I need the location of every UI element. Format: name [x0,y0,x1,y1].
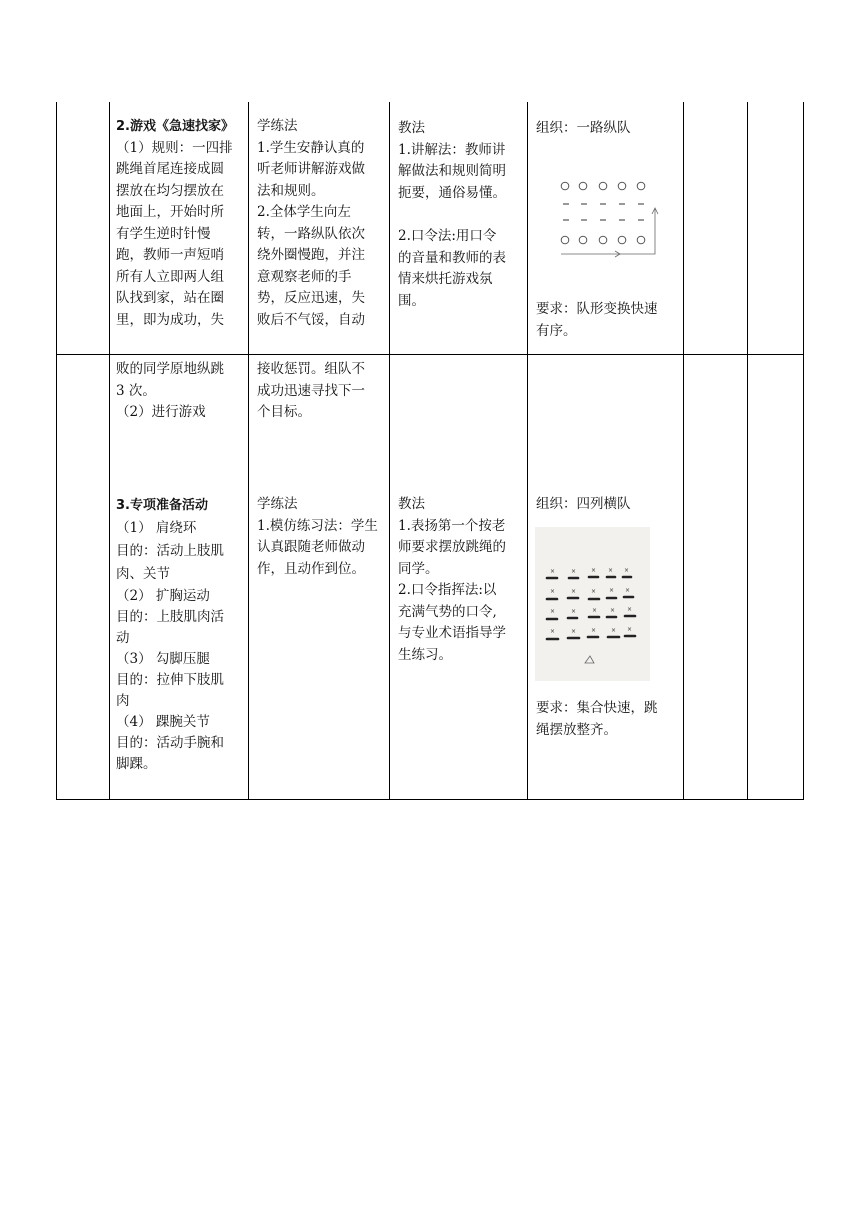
svg-text:×: × [611,627,617,634]
activity-line: （1） 肩绕环 [116,520,197,536]
svg-text:×: × [571,608,577,615]
activity-line: 动 [116,630,130,646]
game-title: 2.游戏《急速找家》 [116,119,234,134]
org-header: 组织：一路纵队 [536,120,631,136]
row2-org-req [536,698,681,741]
study-line: 势，反应迅速，失 [257,290,365,306]
svg-text:×: × [592,607,598,614]
svg-text:×: × [627,626,633,633]
svg-text:×: × [571,568,577,575]
row1-study-cell [257,116,383,331]
teach-line: 情来烘托游戏氛 [398,271,493,287]
org-req-line: 要求：集合快速，跳 [536,700,658,716]
teach-line: 扼要，通俗易懂。 [398,184,506,201]
table-border-right [803,102,804,800]
table-border-bottom [56,799,804,800]
study-line: 意观察老师的手 [257,268,352,285]
row1-teach-cell [398,118,522,312]
teach-line: 围。 [398,292,425,309]
activity-line: 目的：上肢肌肉活 [116,609,224,625]
svg-text:×: × [591,588,597,595]
svg-text:×: × [624,567,630,574]
teach-line: 2.口令指挥法:以 [398,582,497,598]
study-line: 作，且动作到位。 [257,560,365,577]
teach-line: 的音量和教师的表 [398,249,506,266]
row2-study-cell-b [257,494,385,580]
activity-line: 肉 [116,693,130,709]
study-line: 听老师讲解游戏做 [257,161,365,177]
teach-header: 教法 [398,496,425,512]
content-line: 里，即为成功，失 [116,311,224,328]
activity-line: （2） 扩胸运动 [116,588,210,604]
content-line: 跑，教师一声短哨 [116,247,224,263]
svg-text:×: × [591,567,597,574]
content-line: （1）规则：一四排 [116,139,233,156]
activity-line: 目的：拉伸下肢肌 [116,672,224,688]
row1-content-cell [116,116,244,331]
svg-text:×: × [550,588,556,595]
study-line: 2.全体学生向左 [257,204,351,220]
content-line: 摆放在均匀摆放在 [116,182,224,199]
content-line: 队找到家，站在圈 [116,290,224,306]
teach-line: 1.讲解法：教师讲 [398,141,506,158]
teach-line: 1.表扬第一个按老 [398,517,506,534]
svg-text:×: × [625,587,631,594]
formation-photo-four-rows [535,527,650,681]
row2-content-cell-b [116,494,244,775]
study-header: 学练法 [257,118,298,134]
org-req-line: 绳摆放整齐。 [536,721,617,738]
teach-line: 生练习。 [398,646,452,663]
org-req-line: 有序。 [536,322,577,339]
org-req-line: 要求：队形变换快速 [536,301,658,317]
content-line: 跳绳首尾连接成圆 [116,161,224,177]
svg-text:×: × [550,568,556,575]
study-line: 1.模仿练习法：学生 [257,517,378,534]
content-line: 3 次。 [116,382,156,399]
study-line: 认真跟随老师做动 [257,539,365,555]
col-divider-2 [248,102,249,800]
svg-text:×: × [609,587,615,594]
org-header: 组织：四列横队 [536,496,631,512]
col-divider-3 [389,102,390,800]
teach-line: 2.口令法:用口令 [398,228,497,244]
teach-line: 充满气势的口令, [398,603,497,620]
activity-line: （4） 踝腕关节 [116,714,210,730]
study-line: 个目标。 [257,404,311,420]
svg-text:×: × [627,606,633,613]
activity-line: 目的：活动手腕和 [116,735,224,751]
svg-text:×: × [550,608,556,615]
content-line: 所有人立即两人组 [116,268,224,285]
study-line: 法和规则。 [257,182,325,199]
row2-study-cell [257,359,383,424]
col-divider-6 [747,102,748,800]
col-divider-1 [109,102,110,800]
content-line: 地面上，开始时所 [116,204,224,220]
content-line: （2）进行游戏 [116,404,206,420]
formation-diagram-single-column [555,178,665,262]
study-line: 转，一路纵队依次 [257,225,365,242]
svg-text:×: × [610,607,616,614]
svg-text:×: × [550,628,556,635]
svg-text:×: × [571,628,577,635]
row2-org-header [536,494,681,516]
teach-line: 解做法和规则简明 [398,163,506,179]
row2-teach-cell [398,494,522,666]
row2-content-cell [116,359,244,424]
teach-line: 同学。 [398,560,439,577]
svg-text:×: × [608,567,614,574]
row1-org-req [536,299,681,342]
row1-org-header [536,118,681,140]
content-line: 败的同学原地纵跳 [116,361,224,377]
row-divider [56,354,804,355]
teach-header: 教法 [398,120,425,136]
table-border-left [56,102,57,800]
study-line: 败后不气馁，自动 [257,311,365,328]
svg-text:×: × [591,627,597,634]
activity-line: 肉、关节 [116,566,170,582]
activity-line: （3） 勾脚压腿 [116,651,210,667]
content-line: 有学生逆时针慢 [116,225,211,242]
col-divider-4 [527,102,528,800]
teach-line: 与专业术语指导学 [398,625,506,641]
study-line: 接收惩罚。组队不 [257,361,365,377]
study-line: 成功迅速寻找下一 [257,382,365,399]
col-divider-5 [683,102,684,800]
activity-line: 脚踝。 [116,756,157,772]
formation-marks [535,527,650,681]
svg-text:×: × [571,588,577,595]
study-line: 1.学生安静认真的 [257,139,365,156]
activity-line: 目的：活动上肢肌 [116,543,224,559]
study-header: 学练法 [257,496,298,512]
study-line: 绕外圈慢跑，并注 [257,247,365,263]
section-title: 3.专项准备活动 [116,498,208,513]
teach-line: 师要求摆放跳绳的 [398,539,506,555]
